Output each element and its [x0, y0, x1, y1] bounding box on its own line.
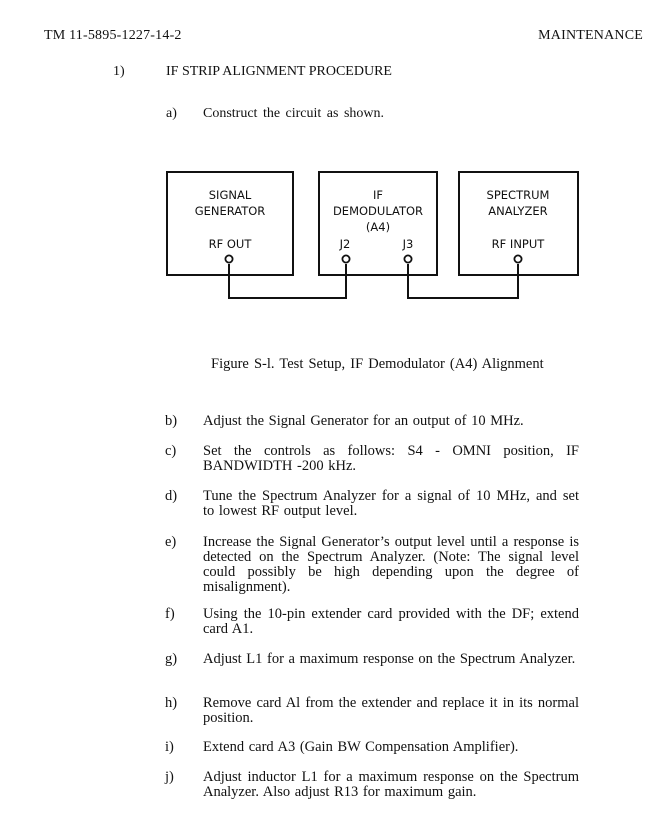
step-e [165, 535, 585, 595]
step-letter: c) [165, 443, 177, 459]
step-c [165, 444, 585, 474]
step-g [165, 652, 585, 667]
step-h [165, 696, 585, 726]
step-letter: i) [165, 739, 174, 755]
section-header: MAINTENANCE [538, 28, 643, 43]
step-letter: b) [165, 413, 178, 429]
demodulator-label-2: DEMODULATOR [332, 204, 424, 218]
step-text: Set the controls as follows: S4 - OMNI position, IF BANDWIDTH -200 kHz. [203, 443, 579, 474]
j2-connector-icon [342, 255, 349, 262]
rf-input-connector-icon [514, 255, 521, 262]
step-letter: f) [165, 606, 175, 622]
spectrum-analyzer-label-1: SPECTRUM [486, 188, 550, 202]
step-f [165, 607, 585, 637]
step-text: Tune the Spectrum Analyzer for a signal of 10 MHz, and set to lowest RF output level. [203, 488, 579, 519]
document-id: TM 11-5895-1227-14-2 [44, 28, 182, 43]
step-i [165, 740, 585, 755]
step-letter: e) [165, 534, 177, 550]
step-a-text: Construct the circuit as shown. [203, 106, 385, 121]
step-text: Extend card A3 (Gain BW Compensation Amplifier). [203, 739, 519, 755]
step-j [165, 770, 585, 800]
demodulator-label-1: IF [372, 188, 384, 202]
j3-label: J3 [402, 237, 414, 251]
spectrum-analyzer-label-2: ANALYZER [488, 204, 548, 218]
signal-generator-label-2: GENERATOR [194, 204, 266, 218]
step-a-letter: a) [166, 106, 177, 121]
demodulator-label-3: (A4) [365, 220, 391, 234]
step-letter: g) [165, 651, 178, 667]
step-text: Increase the Signal Generator’s output level until a response is detected on the Spectrum Analyzer. (Note: The signal level could possibly be high depending upon the degree of misalignment). [203, 534, 579, 595]
j3-connector-icon [404, 255, 411, 262]
procedure-title: IF STRIP ALIGNMENT PROCEDURE [166, 64, 392, 79]
step-text: Adjust the Signal Generator for an output of 10 MHz. [203, 413, 524, 429]
rf-input-label: RF INPUT [491, 237, 545, 251]
step-d [165, 489, 585, 519]
j2-label: J2 [339, 237, 351, 251]
step-b [165, 414, 585, 429]
cable-j3-to-analyzer [408, 264, 518, 298]
step-text: Adjust L1 for a maximum response on the Spectrum Analyzer. [203, 651, 576, 667]
step-letter: h) [165, 695, 178, 711]
step-text: Remove card Al from the extender and replace it in its normal position. [203, 695, 579, 726]
procedure-number: 1) [113, 64, 125, 79]
rf-out-connector-icon [225, 255, 232, 262]
step-letter: j) [165, 769, 174, 785]
step-text: Using the 10-pin extender card provided with the DF; extend card A1. [203, 606, 579, 637]
rf-out-label: RF OUT [208, 237, 252, 251]
step-letter: d) [165, 488, 178, 504]
cable-siggen-to-j2 [229, 264, 346, 298]
step-text: Adjust inductor L1 for a maximum response on the Spectrum Analyzer. Also adjust R13 for maximum gain. [203, 769, 579, 800]
signal-generator-label-1: SIGNAL [208, 188, 252, 202]
test-setup-diagram [0, 0, 651, 340]
figure-caption: Figure S-l. Test Setup, IF Demodulator (A4) Alignment [211, 356, 544, 372]
